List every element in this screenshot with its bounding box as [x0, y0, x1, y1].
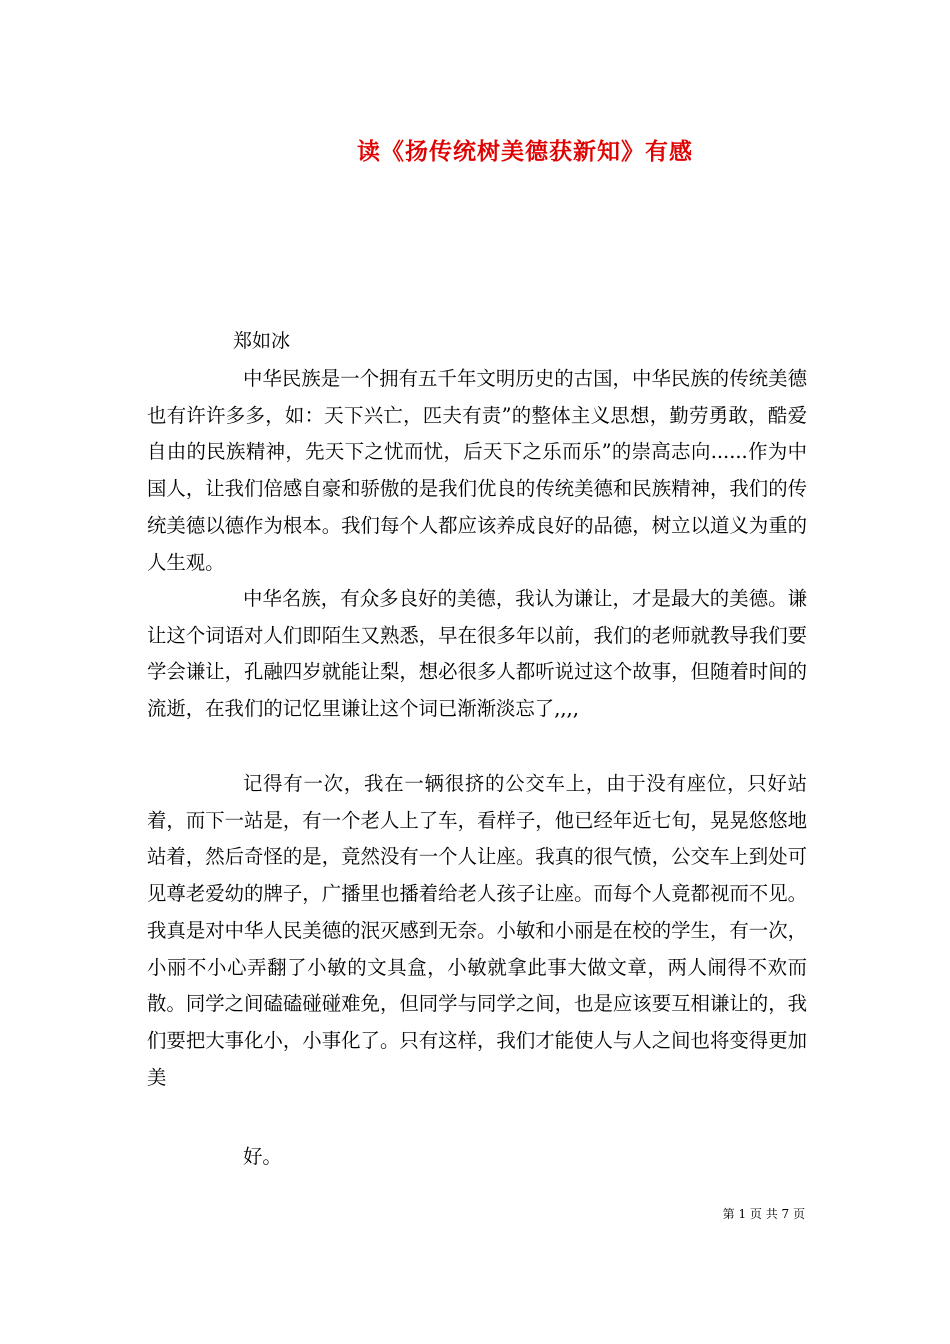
paragraph-1: 中华民族是一个拥有五千年文明历史的古国，中华民族的传统美德也有许许多多，如：天下兴亡，匹夫有责”的整体主义思想，勤劳勇敢，酷爱自由的民族精神，先天下之忧而忧，后天下之乐而乐”的崇高志向......作为中国人，让我们倍感自豪和骄傲的是我们优良的传统美德和民族精神，我们的传统美德以德作为根本。我们每个人都应该养成良好的品德，树立以道义为重的人生观。: [147, 367, 807, 574]
paragraph-3: 记得有一次，我在一辆很挤的公交车上，由于没有座位，只好站着，而下一站是，有一个老人上了车，看样子，他已经年近七旬，晃晃悠悠地站着，然后奇怪的是，竟然没有一个人让座。我真的很气愤，公交车上到处可见尊老爱幼的牌子，广播里也播着给老人孩子让座。而每个人竟都视而不见。我真是对中华人民美德的泯灭感到无奈。小敏和小丽是在校的学生，有一次，小丽不小心弄翻了小敏的文具盒，小敏就拿此事大做文章，两人闹得不欢而散。同学之间磕磕碰碰难免，但同学与同学之间，也是应该要互相谦让的，我们要把大事化小，小事化了。只有这样，我们才能使人与人之间也将变得更加美: [147, 772, 807, 1089]
document-title: 读《扬传统树美德获新知》有感: [357, 138, 693, 165]
author-name: 郑如冰: [233, 330, 291, 352]
trailing-text: 好。: [243, 1145, 282, 1168]
page-number: 第 1 页 共 7 页: [722, 1207, 805, 1221]
paragraph-2: 中华名族，有众多良好的美德，我认为谦让，才是最大的美德。谦让这个词语对人们即陌生又熟悉，早在很多年以前，我们的老师就教导我们要学会谦让，孔融四岁就能让梨，想必很多人都听说过这个故事，但随着时间的流逝，在我们的记忆里谦让这个词已渐渐淡忘了,,,,: [147, 587, 807, 721]
